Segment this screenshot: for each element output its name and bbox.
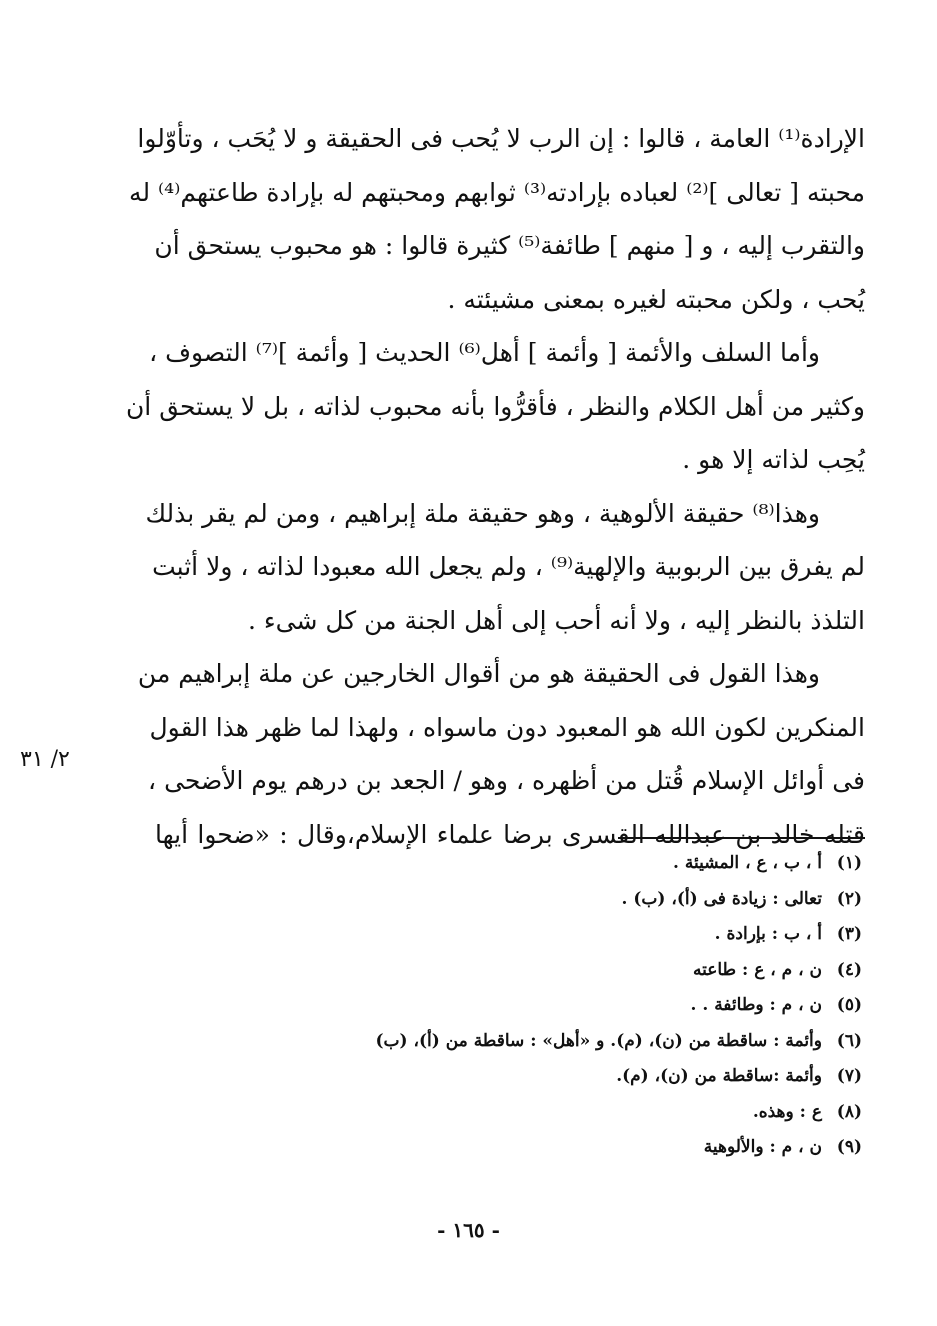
footnote-item [242, 988, 862, 1024]
footnote-number: (٧) [836, 1066, 862, 1086]
footnote-item [242, 846, 862, 882]
footnote-item [242, 917, 862, 953]
text-line: محبته [ تعالى ]⁽²⁾ لعباده بإرادته⁽³⁾ ثوابهم ومحبتهم له بإرادة طاعتهم⁽⁴⁾ له [129, 177, 865, 207]
footnote-text: ن ، م : والألوهية [703, 1137, 822, 1157]
footnote-number: (٩) [836, 1137, 862, 1157]
text-line: لم يفرق بين الربوبية والإلهية⁽⁹⁾ ، ولم يجعل الله معبودا لذاته ، ولا أثبت [152, 552, 865, 581]
page-number: - ١٦٥ - [437, 1218, 500, 1242]
footnote-divider [618, 837, 865, 839]
text-line: قتله خالد بن عبدالله القسرى برضا علماء الإسلام،وقال : «ضحوا أيها [155, 819, 865, 849]
footnote-text: وأئمة : ساقطة من (ن)، (م). و «أهل» : ساقطة من (أ)، (ب) [375, 1030, 822, 1051]
footnote-text: ن ، م ، ع : طاعته [692, 959, 822, 980]
text-line: الإرادة⁽¹⁾ العامة ، قالوا : إن الرب لا يُحب فى الحقيقة و لا يُحَب ، وتأوّلوا [137, 124, 865, 153]
text-line: وكثير من أهل الكلام والنظر ، فأقرُّوا بأنه محبوب لذاته ، بل لا يستحق أن [125, 391, 865, 421]
marginal-reference: ٢/ ٣١ [20, 747, 70, 772]
text-line: فى أوائل الإسلام قُتل من أظهره ، وهو / الجعد بن درهم يوم الأضحى ، [148, 766, 865, 795]
footnote-item [242, 953, 862, 989]
footnote-item [242, 1095, 862, 1131]
footnote-item [242, 882, 862, 918]
text-line: وأما السلف والأئمة [ وأئمة ] أهل⁽⁶⁾ الحديث [ وأئمة ]⁽⁷⁾ التصوف ، [149, 338, 820, 367]
main-text [125, 112, 865, 861]
footnote-text: وأئمة :ساقطة من (ن)، (م). [616, 1066, 822, 1086]
footnote-text: أ ، ب : بإرادة . [714, 924, 822, 944]
footnotes-list [242, 846, 862, 1166]
footnote-item [242, 1059, 862, 1095]
footnote-number: (٦) [836, 1030, 862, 1051]
text-line: وهذا القول فى الحقيقة هو من أقوال الخارجين عن ملة إبراهيم من [137, 659, 820, 688]
footnote-text: تعالى : زيادة فى (أ)، (ب) . [621, 888, 822, 909]
text-line: يُحِب لذاته إلا هو . [682, 445, 865, 474]
text-line: المنكرين لكون الله هو المعبود دون ماسواه ، ولهذا لما ظهر هذا القول [149, 712, 865, 742]
footnote-number: (٤) [836, 959, 862, 980]
text-line: التلذذ بالنظر إليه ، ولا أنه أحب إلى أهل الجنة من كل شىء . [247, 605, 865, 635]
footnote-number: (٣) [836, 924, 862, 944]
footnote-item [242, 1130, 862, 1166]
footnote-number: (٥) [836, 995, 862, 1015]
footnote-number: (٨) [836, 1101, 862, 1122]
text-line: والتقرب إليه ، و [ منهم ] طائفة⁽⁵⁾ كثيرة قالوا : هو محبوب يستحق أن [154, 231, 865, 260]
text-line: وهذا⁽⁸⁾ حقيقة الألوهية ، وهو حقيقة ملة إبراهيم ، ومن لم يقر بذلك [145, 498, 820, 528]
footnote-text: ع : وهذه. [752, 1101, 822, 1122]
footnote-number: (١) [836, 853, 862, 873]
footnote-number: (٢) [836, 888, 862, 909]
footnote-text: ن ، م : وطائفة . . [690, 995, 822, 1015]
footnote-text: أ ، ب ، ع ، المشيئة . [673, 853, 822, 873]
footnote-item [242, 1024, 862, 1060]
text-line: يُحب ، ولكن محبته لغيره بمعنى مشيئته . [447, 284, 865, 314]
